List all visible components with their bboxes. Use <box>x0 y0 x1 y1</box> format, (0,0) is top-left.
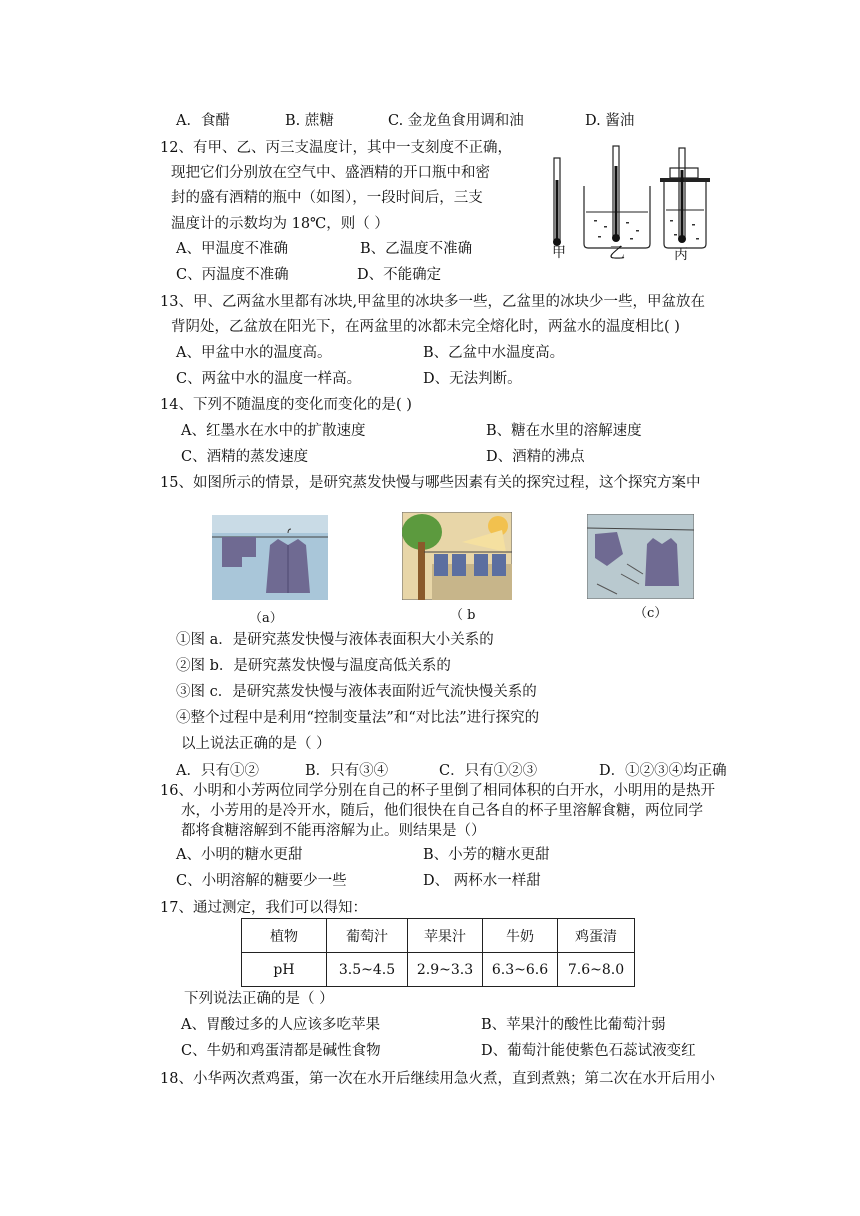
q14-line-1: 14、下列不随温度的变化而变化的是( ) <box>160 397 412 413</box>
clothes-figure-a <box>212 515 328 600</box>
q18-line-1: 18、小华两次煮鸡蛋，第一次在水开后继续用急火煮，直到煮熟；第二次在水开后用小 <box>160 1071 715 1087</box>
q16-line-3: 都将食糖溶解到不能再溶解为止。则结果是（） <box>181 823 486 839</box>
table-header-cell: 牛奶 <box>483 919 558 953</box>
q15-option-c: C．只有①②③ <box>439 763 538 779</box>
q12-option-c: C、丙温度不准确 <box>176 267 289 283</box>
q16-option-b: B、小芳的糖水更甜 <box>423 847 550 863</box>
ph-table <box>241 918 635 987</box>
q12-option-a: A、甲温度不准确 <box>176 241 288 257</box>
table-cell: pH <box>242 953 327 987</box>
q13-line-1: 13、甲、乙两盆水里都有冰块,甲盆里的冰块多一些，乙盆里的冰块少一些，甲盆放在 <box>160 294 706 310</box>
clothes-figure-c <box>587 514 694 599</box>
q15-ask: 以上说法正确的是（ ） <box>181 736 331 752</box>
q16-option-a: A、小明的糖水更甜 <box>176 847 303 863</box>
q12-option-b: B、乙温度不准确 <box>360 241 473 257</box>
table-cell: 2.9~3.3 <box>408 953 483 987</box>
table-cell: 6.3~6.6 <box>483 953 558 987</box>
q14-option-b: B、糖在水里的溶解速度 <box>486 423 642 439</box>
q17-option-d: D、葡萄汁能使紫色石蕊试液变红 <box>481 1043 696 1059</box>
q17-line-1: 17、通过测定，我们可以得知： <box>160 900 367 916</box>
clothes-figure-b <box>402 512 512 600</box>
q11-option-c: C. 金龙鱼食用调和油 <box>388 113 524 129</box>
q17-option-c: C、牛奶和鸡蛋清都是碱性食物 <box>181 1043 381 1059</box>
q12-line-4: 温度计的示数均为 18℃，则（ ） <box>171 216 389 232</box>
figure-caption-a: （a） <box>249 611 283 626</box>
q15-statement-3: ③图 c．是研究蒸发快慢与液体表面附近气流快慢关系的 <box>176 684 537 700</box>
q16-option-d: D、 两杯水一样甜 <box>423 873 541 889</box>
q14-option-a: A、红墨水在水中的扩散速度 <box>181 423 366 439</box>
q12-option-d: D、不能确定 <box>357 267 442 283</box>
q13-option-d: D、无法判断。 <box>423 371 522 387</box>
q14-option-c: C、酒精的蒸发速度 <box>181 449 309 465</box>
q15-option-a: A．只有①② <box>176 763 259 779</box>
figure-label-yi: 乙 <box>609 243 626 262</box>
q15-statement-4: ④整个过程中是利用“控制变量法”和“对比法”进行探究的 <box>176 710 540 726</box>
q15-line-1: 15、如图所示的情景，是研究蒸发快慢与哪些因素有关的探究过程，这个探究方案中 <box>160 475 701 491</box>
q15-option-b: B．只有③④ <box>305 763 389 779</box>
figure-label-bing: 丙 <box>674 247 688 263</box>
q16-line-1: 16、小明和小芳两位同学分别在自己的杯子里倒了相同体积的白开水，小明用的是热开 <box>160 783 715 799</box>
thermometers-figure <box>540 140 720 265</box>
q17-option-a: A、胃酸过多的人应该多吃苹果 <box>181 1017 380 1033</box>
figure-label-jia: 甲 <box>552 245 566 261</box>
q16-line-2: 水，小芳用的是冷开水，随后，他们很快在自己各自的杯子里溶解食糖，两位同学 <box>181 803 703 819</box>
table-header-cell: 鸡蛋清 <box>558 919 635 953</box>
q15-statement-2: ②图 b．是研究蒸发快慢与温度高低关系的 <box>176 658 451 674</box>
q12-line-1: 12、有甲、乙、丙三支温度计，其中一支刻度不正确， <box>160 140 512 156</box>
q14-option-d: D、酒精的沸点 <box>486 449 585 465</box>
q12-line-3: 封的盛有酒精的瓶中（如图），一段时间后，三支 <box>171 190 483 206</box>
table-cell: 3.5~4.5 <box>327 953 408 987</box>
q17-ask: 下列说法正确的是（ ） <box>184 991 334 1007</box>
q17-option-b: B、苹果汁的酸性比葡萄汁弱 <box>481 1017 666 1033</box>
figure-caption-c: （c） <box>634 606 668 621</box>
q11-option-b: B. 蔗糖 <box>285 113 334 129</box>
q11-option-a: A．食醋 <box>176 113 230 129</box>
q13-option-b: B、乙盆中水温度高。 <box>423 345 565 361</box>
q11-option-d: D. 酱油 <box>585 113 635 129</box>
q13-option-c: C、两盆中水的温度一样高。 <box>176 371 362 387</box>
q13-line-2: 背阴处，乙盆放在阳光下，在两盆里的冰都未完全熔化时，两盆水的温度相比( ) <box>171 319 680 335</box>
table-header-row <box>242 919 635 953</box>
q16-option-c: C、小明溶解的糖要少一些 <box>176 873 347 889</box>
table-header-cell: 苹果汁 <box>408 919 483 953</box>
table-header-cell: 葡萄汁 <box>327 919 408 953</box>
q13-option-a: A、甲盆中水的温度高。 <box>176 345 332 361</box>
table-row <box>242 953 635 987</box>
q15-statement-1: ①图 a．是研究蒸发快慢与液体表面积大小关系的 <box>176 632 494 648</box>
q12-line-2: 现把它们分别放在空气中、盛酒精的开口瓶中和密 <box>171 165 490 181</box>
table-header-cell: 植物 <box>242 919 327 953</box>
table-cell: 7.6~8.0 <box>558 953 635 987</box>
q15-option-d: D．①②③④均正确 <box>599 763 727 779</box>
figure-caption-b: （ b <box>450 608 476 623</box>
